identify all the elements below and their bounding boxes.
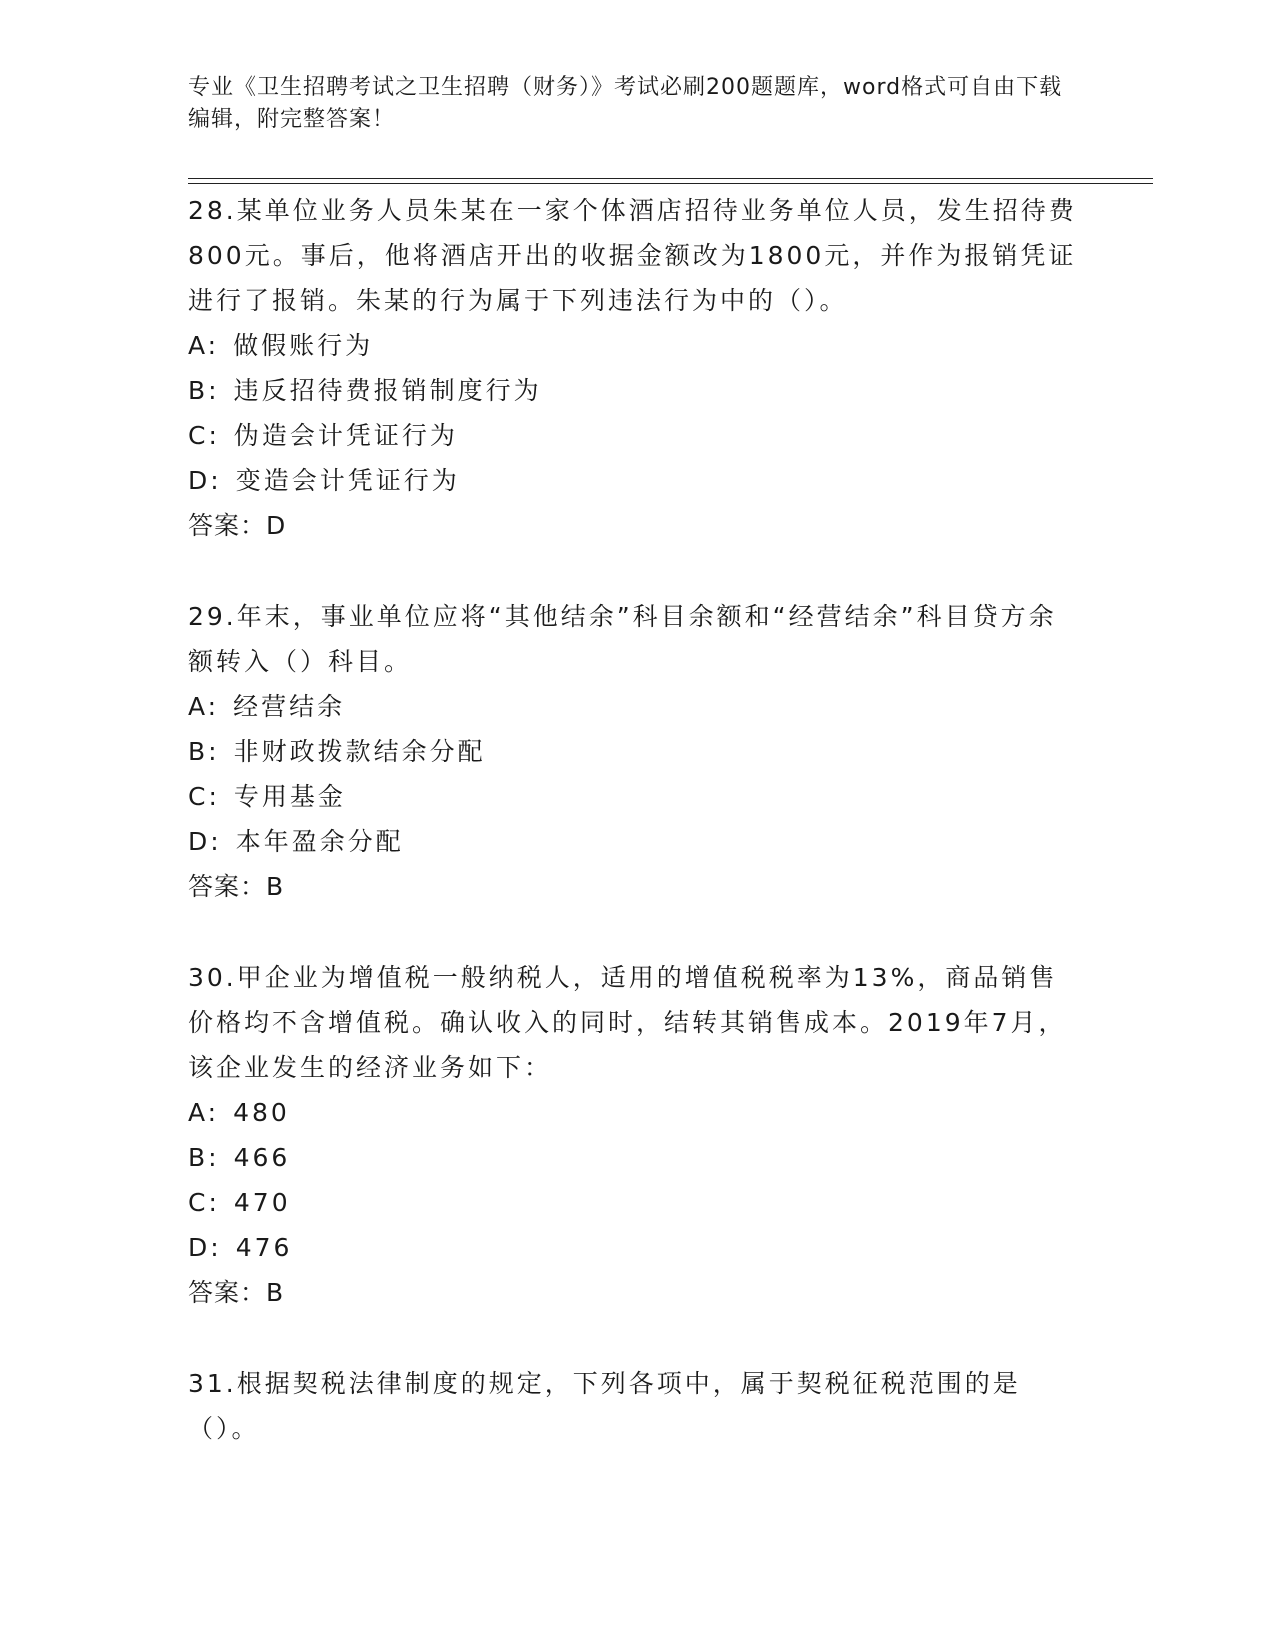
question-30 [188,955,1078,1315]
question-stem: 28.某单位业务人员朱某在一家个体酒店招待业务单位人员，发生招待费800元。事后，他将酒店开出的收据金额改为1800元，并作为报销凭证进行了报销。朱某的行为属于下列违法行为中的（）。 [188,196,1077,315]
option-text: 变造会计凭证行为 [235,466,460,495]
option-letter: D: [188,827,222,856]
answer-line: 答案：B [188,872,285,901]
option-a [188,684,1078,729]
answer-line: 答案：B [188,1278,285,1307]
option-letter: A: [188,1098,220,1127]
option-c [188,413,1078,458]
option-c [188,774,1078,819]
option-text: 480 [233,1098,290,1127]
question-29 [188,594,1078,909]
header-divider-top [188,178,1153,179]
option-letter: B: [188,737,220,766]
header-divider-bottom [188,183,1153,184]
option-text: 本年盈余分配 [235,827,404,856]
option-d [188,458,1078,503]
option-d [188,819,1078,864]
option-text: 非财政拨款结余分配 [233,737,486,766]
question-stem: 30.甲企业为增值税一般纳税人，适用的增值税税率为13%，商品销售价格均不含增值税。确认收入的同时，结转其销售成本。2019年7月，该企业发生的经济业务如下： [188,963,1067,1082]
option-a [188,323,1078,368]
option-a [188,1090,1078,1135]
option-text: 做假账行为 [233,331,374,360]
document-header: 专业《卫生招聘考试之卫生招聘（财务）》考试必刷200题题库，word格式可自由下载编辑，附完整答案！ [188,75,1063,132]
option-letter: C: [188,421,220,450]
option-letter: C: [188,1188,220,1217]
option-letter: D: [188,1233,222,1262]
option-text: 专用基金 [233,782,346,811]
option-text: 伪造会计凭证行为 [233,421,458,450]
option-text: 经营结余 [233,692,346,721]
answer-line: 答案：D [188,511,287,540]
option-letter: D: [188,466,222,495]
question-31 [188,1361,1078,1451]
option-letter: B: [188,1143,220,1172]
option-b [188,1135,1078,1180]
option-b [188,729,1078,774]
option-letter: A: [188,692,220,721]
option-letter: B: [188,376,220,405]
question-28 [188,188,1078,548]
option-b [188,368,1078,413]
option-letter: C: [188,782,220,811]
option-letter: A: [188,331,220,360]
option-text: 466 [233,1143,291,1172]
option-text: 违反招待费报销制度行为 [233,376,542,405]
question-stem: 29.年末，事业单位应将“其他结余”科目余额和“经营结余”科目贷方余额转入（）科目。 [188,602,1057,676]
option-d [188,1225,1078,1270]
option-text: 470 [233,1188,291,1217]
option-c [188,1180,1078,1225]
question-stem: 31.根据契税法律制度的规定，下列各项中，属于契税征税范围的是（）。 [188,1369,1021,1443]
option-text: 476 [235,1233,293,1262]
question-list [188,188,1078,1497]
